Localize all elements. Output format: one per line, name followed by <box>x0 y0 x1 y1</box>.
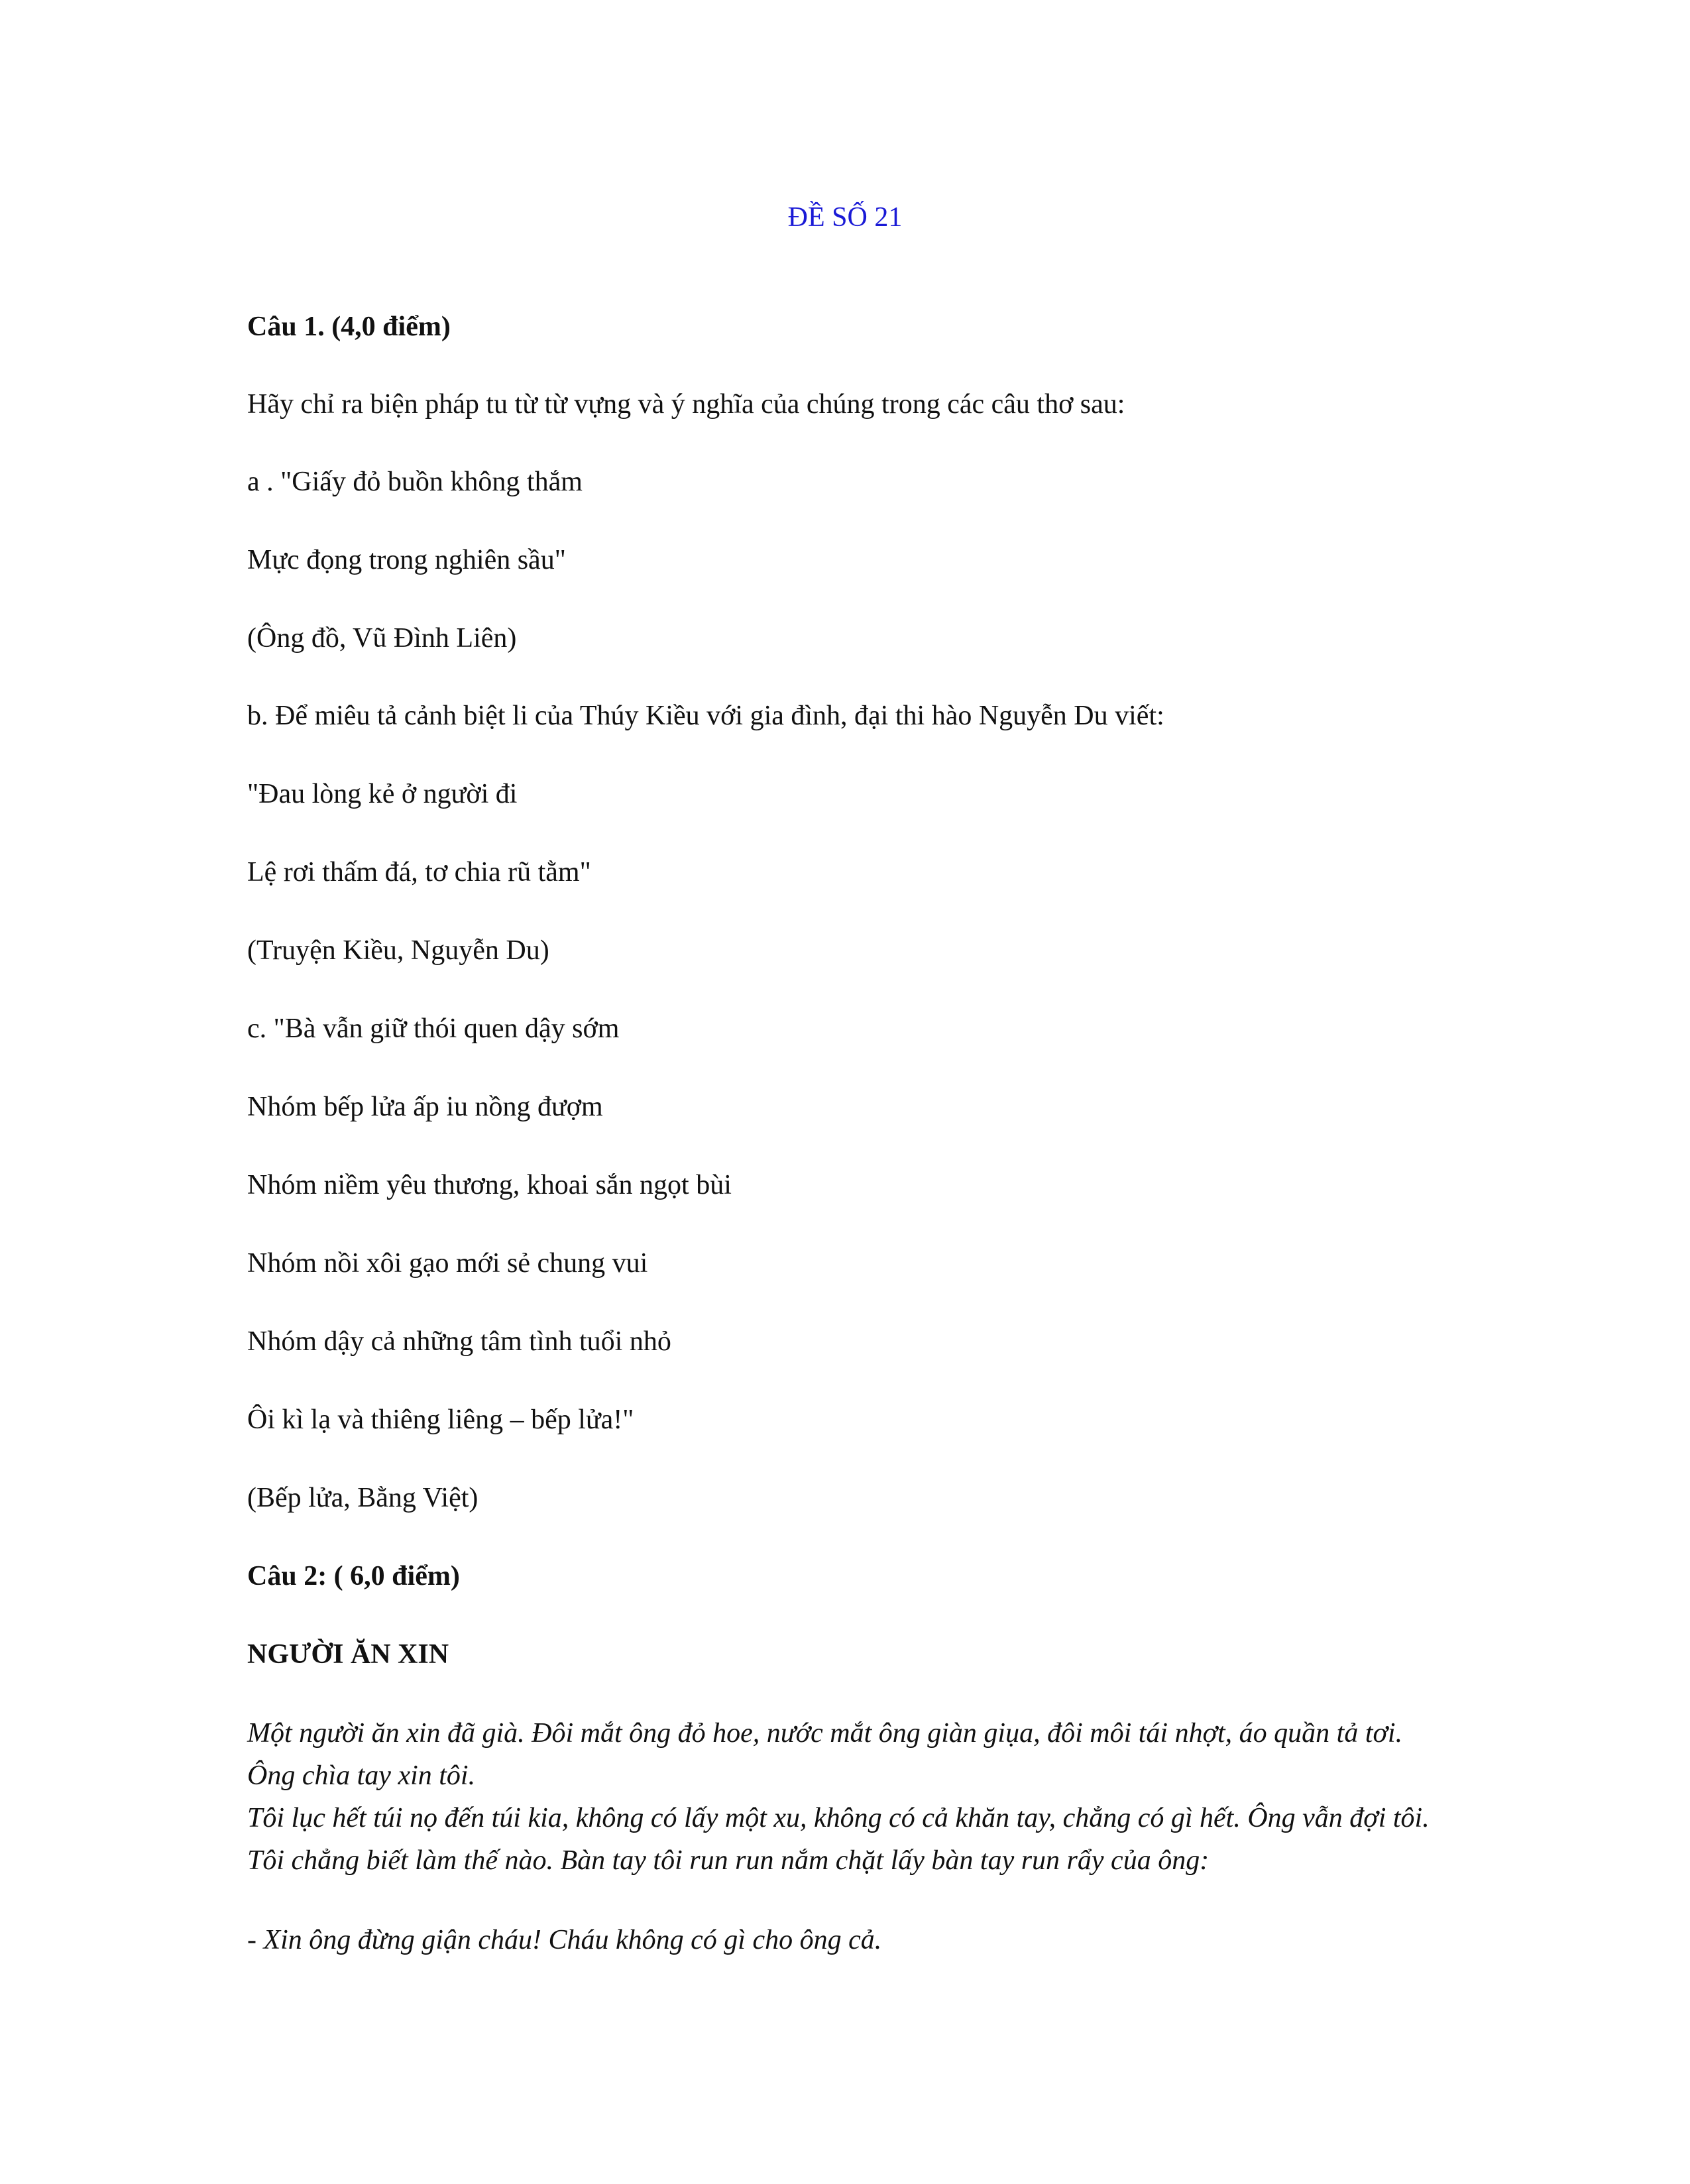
poem-c-source: (Bếp lửa, Bằng Việt) <box>247 1483 479 1513</box>
poem-b-line1: "Đau lòng kẻ ở người đi <box>247 779 518 809</box>
poem-c-line4: Nhóm nồi xôi gạo mới sẻ chung vui <box>247 1248 648 1279</box>
poem-c-line3: Nhóm niềm yêu thương, khoai sắn ngọt bùi <box>247 1170 732 1200</box>
poem-a-source: (Ông đồ, Vũ Đình Liên) <box>247 623 517 654</box>
poem-b-source: (Truyện Kiều, Nguyễn Du) <box>247 935 549 966</box>
poem-c-line5: Nhóm dậy cả những tâm tình tuổi nhỏ <box>247 1326 671 1357</box>
question1-heading: Câu 1. (4,0 điểm) <box>247 312 451 342</box>
story-paragraph-1: Một người ăn xin đã già. Đôi mắt ông đỏ hoe, nước mắt ông giàn giụa, đôi môi tái nhợt, áo quần tả tơi. Ông chìa tay xin tôi. <box>247 1718 1403 1791</box>
poem-c-line6: Ôi kì lạ và thiêng liêng – bếp lửa!" <box>247 1405 634 1435</box>
poem-c-line2: Nhóm bếp lửa ấp iu nồng đượm <box>247 1092 603 1122</box>
story-title: NGƯỜI ĂN XIN <box>247 1639 449 1670</box>
question1-prompt: Hãy chỉ ra biện pháp tu từ từ vựng và ý nghĩa của chúng trong các câu thơ sau: <box>247 389 1125 420</box>
poem-b-intro: b. Để miêu tả cảnh biệt li của Thúy Kiều với gia đình, đại thi hào Nguyễn Du viết: <box>247 701 1164 731</box>
poem-a-line2: Mực đọng trong nghiên sầu" <box>247 545 566 575</box>
poem-a-line1: a . "Giấy đỏ buồn không thắm <box>247 467 583 497</box>
story-paragraph-3: - Xin ông đừng giận cháu! Cháu không có gì cho ông cả. <box>247 1925 882 1955</box>
story-paragraph-2: Tôi lục hết túi nọ đến túi kia, không có lấy một xu, không có cả khăn tay, chẳng có gì hết. Ông vẫn đợi tôi. Tôi chẳng biết làm thế nào. Bàn tay tôi run run nắm chặt lấy bàn tay run rẩy của ông: <box>247 1803 1430 1876</box>
poem-b-line2: Lệ rơi thấm đá, tơ chia rũ tằm" <box>247 857 591 888</box>
question2-heading: Câu 2: ( 6,0 điểm) <box>247 1561 460 1591</box>
poem-c-line1: c. "Bà vẫn giữ thói quen dậy sớm <box>247 1013 620 1044</box>
document-title: ĐỀ SỐ 21 <box>787 202 903 233</box>
